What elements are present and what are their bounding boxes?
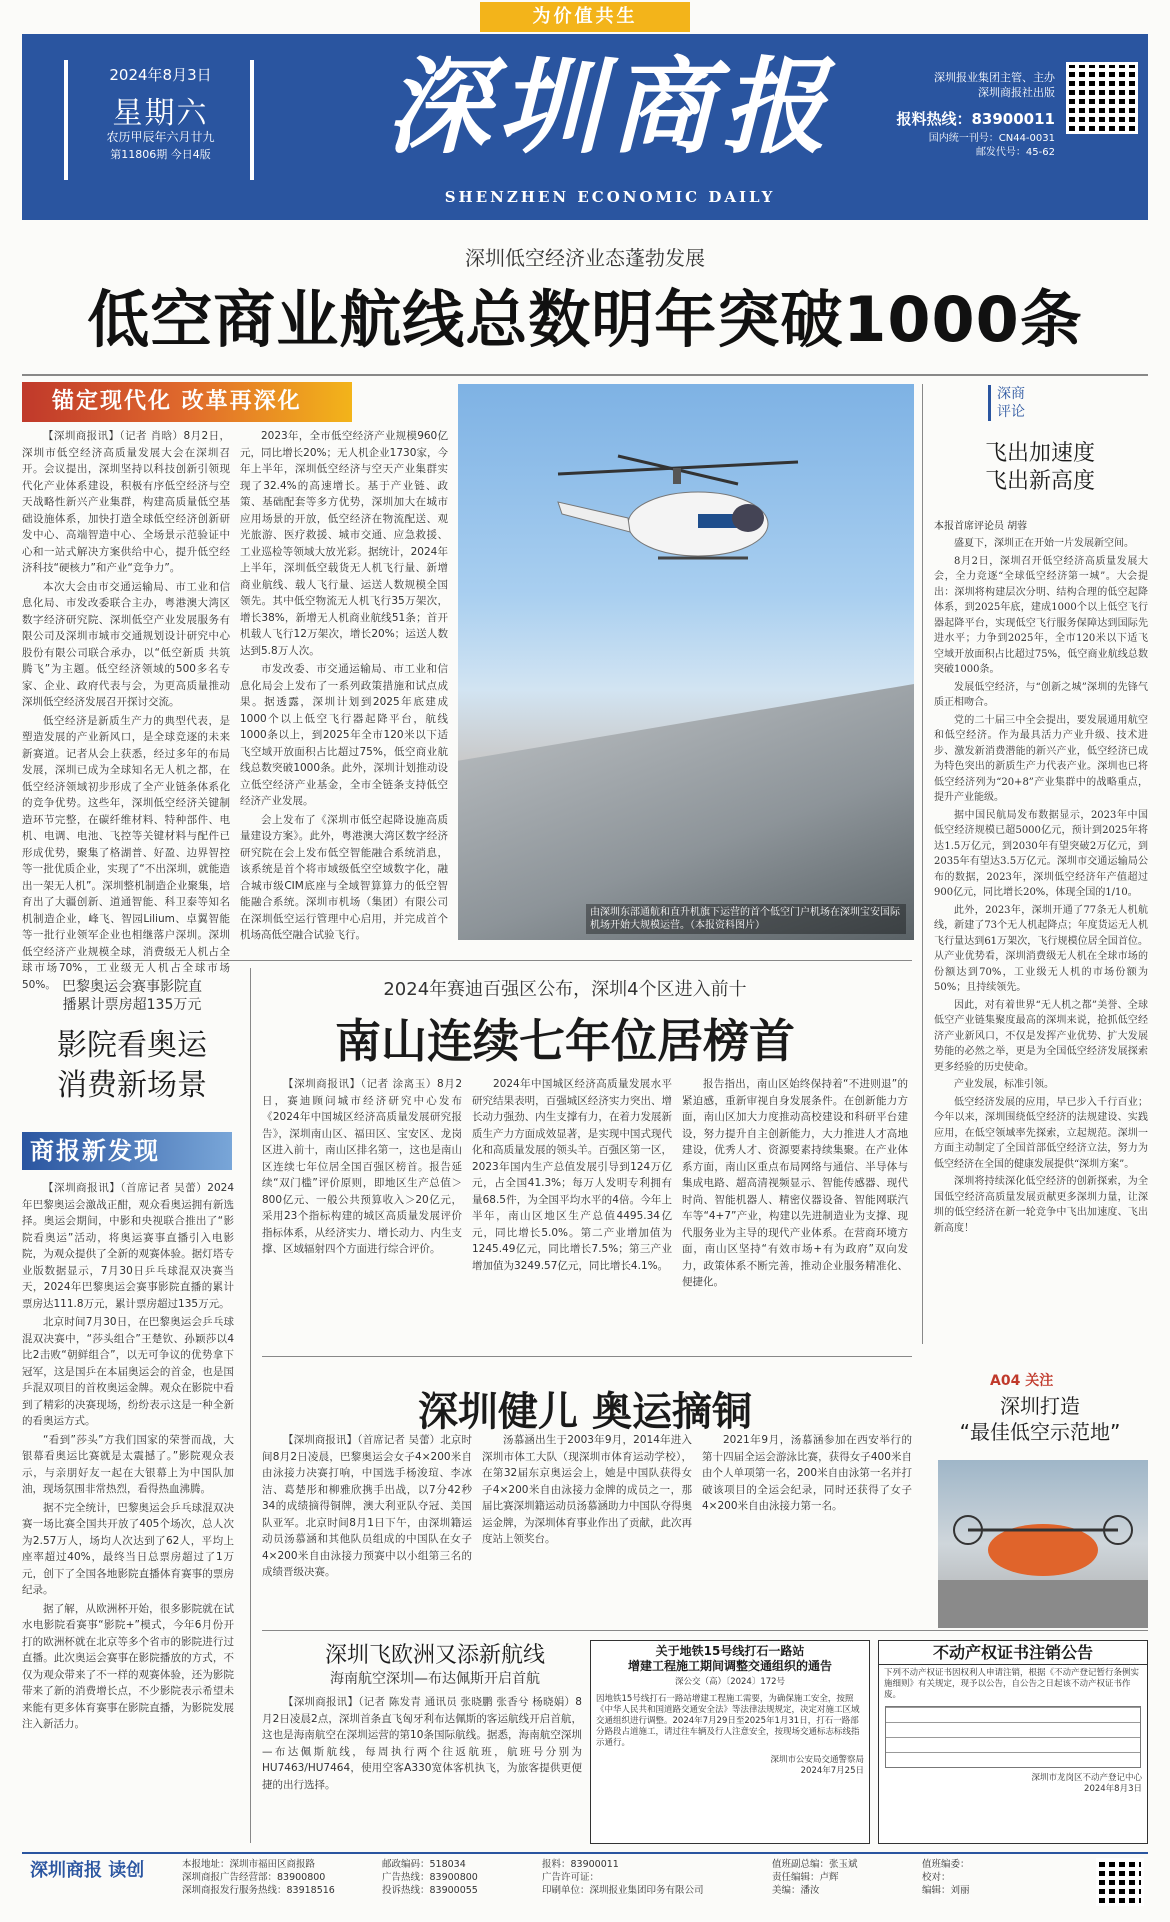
lunar-date: 农历甲辰年六月廿九 bbox=[106, 130, 215, 144]
lead-headline: 低空商业航线总数明年突破1000条 bbox=[87, 283, 1083, 356]
lead-kicker: 深圳低空经济业态蓬勃发展 bbox=[465, 246, 705, 270]
section2-kicker: 2024年赛迪百强区公布，深圳4个区进入前十 bbox=[383, 979, 747, 1000]
helicopter-photo bbox=[458, 384, 914, 940]
photo-caption: 由深圳东部通航和直升机旗下运营的首个低空门户机场在深圳宝安国际机场开始大规模运营。（本报资料图片） bbox=[586, 904, 906, 934]
footer-editors: 值班副总编：张玉斌 责任编辑：卢辉 美编：潘汝 bbox=[772, 1859, 858, 1896]
weekday: 星期六 bbox=[112, 96, 209, 131]
footer-address: 本报地址：深圳市福田区商报路 深圳商报广告经营部：83900800 深圳商报发行服务热线：83918516 bbox=[182, 1859, 335, 1896]
commentary-body: 盛夏下，深圳正在开始一片发展新空间。 8月2日，深圳召开低空经济高质量发展大会，全力竞逐“全球低空经济第一城”。大会提出：深圳将构建层次分明、结构合理的低空起降体系，到2025年底，建成1000个以上低空飞行器起降平台，实现低空飞行服务保障达到国际先进水平；力争到2025年，全市120米以下适飞空域开放面积占比超过75%，低空商业航线总数突破1000条。 发展低空经济，与“创新之城”深圳的先锋气质正相吻合。 党的二十届三中全会提出，要发展通用航空和低空经济。作为最具活力产业升级、技术进步、激发新消费潜能的新兴产业，低空经济已成为特色突出的新质生产力代表产业。深圳也已将低空经济列为“20+8”产业集群中的战略重点，提升产业能级。 据中国民航局发布数据显示，2023年中国低空经济规模已超5000亿元，预计到2025年将达1.5万亿元，到2030年有望突破2万亿元，到2035年有望达3.5万亿元。深圳市交通运输局公布的数据，2023年，深圳低空经济年产值超过900亿元，同比增长20%，体现全国的1/10。 此外，2023年，深圳开通了77条无人机航线，新建了73个无人机起降点；年度货运无人机飞行量达到61万架次，飞行规模位居全国首位。从产业优势看，深圳消费级无人机在全球市场的份额达到70%，工业级无人机的市场份额为50%；且持续领先。 因此，对有着世界“无人机之都”美誉、全球低空产业链集聚度最高的深圳来说，抢抓低空经济产业新风口，不仅是发挥产业优势、扩大发展势能的必然之举，更是为全国低空经济发展探索更多经验的历史使命。 产业发展，标准引领。 低空经济发展的应用，早已步入千行百业；今年以来，深圳围绕低空经济的法规建设、实践应用，在低空领域率先探索，立起规范。深圳一方面主动制定了全国首部低空经济立法，努力为低空经济在全国的健康发展提供“深圳方案”。 深圳将持续深化低空经济的创新探索，为全国低空经济高质量发展贡献更多深圳力量，让深圳的低空经济在新一轮竞争中飞出加速度、飞出新高度！ bbox=[934, 538, 1148, 1234]
section4-title: 深圳飞欧洲又添新航线 bbox=[324, 1643, 545, 1668]
notice-signature: 深圳市公安局交通警察局 2024年7月25日 bbox=[770, 1755, 864, 1776]
side-kicker: 巴黎奥运会赛事影院直 播累计票房超135万元 bbox=[62, 979, 202, 1013]
section2-title: 南山连续七年位居榜首 bbox=[335, 1014, 795, 1068]
hotline: 报料热线：83900011 bbox=[896, 110, 1055, 128]
terminal-building-shape bbox=[458, 684, 914, 940]
divider bbox=[250, 968, 251, 1843]
a04-title: 深圳打造 “最佳低空示范地” bbox=[959, 1394, 1121, 1444]
notice-signature: 深圳市龙岗区不动产登记中心 2024年8月3日 bbox=[1031, 1773, 1142, 1794]
notice-title: 关于地铁15号线打石一路站 增建工程施工期间调整交通组织的通告 bbox=[627, 1644, 832, 1673]
traffic-notice bbox=[590, 1640, 870, 1844]
section-banner: 锚定现代化 改革再深化 bbox=[22, 382, 352, 422]
notice-number: 深公交（高）〔2024〕172号 bbox=[674, 1677, 786, 1687]
section2-column-3: 报告指出，南山区始终保持着“不进则退”的紧迫感，重新审视自身发展条件。在创新能力方面，南山区加大力度推动高校建设和科研平台建设，努力提升自主创新能力，大力推进人才高地建设，优秀人才、资源要素持续集聚。在产业体系方面，南山区重点布局网络与通信、半导体与集成电路、超高清视频显示、智能传感器、现代时尚、智能机器人、精密仪器设备、智能网联汽车等“4+7”产业，构建以先进制造业为支撑、现代服务业为主导的现代产业体系。在营商环境方面，南山区坚持“有效市场+有为政府”双向发力，政策体系不断完善，推动企业服务精准化、便捷化。 bbox=[682, 1078, 908, 1288]
commentary-author: 本报首席评论员 胡蓉 bbox=[934, 521, 1028, 532]
publisher-info: 深圳报业集团主管、主办 深圳商报社出版 bbox=[934, 71, 1055, 99]
section2-column-1: 【深圳商报讯】（记者 涂离玉）8月2日，赛迪顾问城市经济研究中心发布《2024年中国城区经济高质量发展研究报告》，深圳南山区、福田区、宝安区、龙岗区进入前十，南山区排名第一，这也是南山区连续七年位居全国百强区榜首。报告延续“双门槛”评价原则，即地区生产总值＞800亿元、一般公共预算收入＞20亿元，采用23个指标构建的城区高质量发展评价指标体系，从经济实力、增长动力、内生支撑、区域辐射四个方面进行综合评价。 bbox=[262, 1078, 462, 1255]
section3-column-2: 汤慕涵出生于2003年9月，2014年进入深圳市体工大队（现深圳市体育运动学校），在第32届东京奥运会上，她是中国队获得女子4×200米自由泳接力金牌的成员之一，那届比赛深圳籍运动员汤慕涵助力中国队夺得奥运金牌，为深圳体育事业作出了贡献，此次再度站上领奖台。 bbox=[482, 1434, 692, 1545]
notice-title: 不动产权证书注销公告 bbox=[879, 1641, 1147, 1665]
footer-qr-code-icon bbox=[1096, 1858, 1144, 1906]
divider bbox=[262, 1356, 912, 1357]
section4-subtitle: 海南航空深圳—布达佩斯开启首航 bbox=[330, 1671, 540, 1687]
newspaper-english-title: SHENZHEN ECONOMIC DAILY bbox=[444, 188, 776, 206]
section2-column-2: 2024年中国城区经济高质量发展水平研究结果表明，百强城区经济实力突出、增长动力强劲、内生支撑有力，在着力发展新质生产力方面成效显著，是实现中国式现代化和高质量发展的领头羊。百强区第一区，2023年国内生产总值发展引导到124万亿元，占全国41.3%；每万人发明专利拥有量68.5件，为全国平均水平的4倍。今年上半年，南山区地区生产总值4495.34亿元，同比增长5.0%。第二产业增加值为1245.49亿元，同比增长7.5%；第三产业增加值为3249.57亿元，同比增长4.1%。 bbox=[472, 1078, 672, 1272]
newspaper-logo-title: 深圳商报 bbox=[385, 45, 834, 168]
section3-column-3: 2021年9月，汤慕涵参加在西安举行的第十四届全运会游泳比赛，获得女子400米自由个人单项第一名，200米自由泳第一名并打破该项目的全运会纪录，同时还获得了女子4×200米自由泳接力第一名。 bbox=[702, 1434, 912, 1512]
property-notice bbox=[878, 1640, 1148, 1844]
footer-print: 报料：83900011 广告许可证： 印刷单位：深圳报业集团印务有限公司 bbox=[542, 1859, 704, 1896]
footer-brand: 深圳商报 读创 bbox=[30, 1860, 145, 1881]
section4-body: 【深圳商报讯】（记者 陈发青 通讯员 张晓鹏 张香兮 杨晓娟）8月2日凌晨2点，深圳首条直飞匈牙利布达佩斯的客运航线开启首航，这也是海南航空在深圳运营的第10条国际航线。据悉，海南航空深圳—布达佩斯航线，每周执行两个往返航班，航班号分别为HU7463/HU7464，使用空客A330宽体客机执飞，为旅客提供更便捷的出行选择。 bbox=[262, 1696, 582, 1791]
divider bbox=[22, 374, 1148, 376]
lead-column-1: 【深圳商报讯】（记者 肖晗）8月2日，深圳市低空经济高质量发展大会在深圳召开。会议提出，深圳坚持以科技创新引领现代化产业体系建设，积极有序低空经济与空天战略性新兴产业集群，构建高质量低空基础设施体系，加快打造全球低空经济创新研发中心、高端智造中心、全场景示范验证中心和一站式解决方案供给中心，提升低空经济科技“硬核力”和产业“竞争力”。 本次大会由市交通运输局、市工业和信息化局、市发改委联合主办，粤港澳大湾区数字经济研究院、深圳低空产业发展服务有限公司及深圳市城市交通规划设计研究中心股份有限公司联合承办，以“低空新质 共筑腾飞”为主题。低空经济领域的500多名专家、企业、政府代表与会，为更高质量推动深圳低空经济发展召开探讨交流。 低空经济是新质生产力的典型代表，是塑造发展的产业新风口，是全球竞逐的未来新赛道。记者从会上获悉，经过多年的布局发展，深圳已成为全球知名无人机之都，在低空经济领域初步形成了全产业链条体系化的竞争优势。这些年，深圳低空经济关键制造环节完整，在碳纤维材料、特种部件、电机、电调、电池、飞控等关键材料与配件已形成优势，聚集了格湖普、好盈、边界智控等一批优质企业，实现了“不出深圳，就能造出一架无人机”。深圳整机制造企业聚集，培育出了大疆创新、道通智能、科卫泰等知名机制造企业，峰飞、智园Lilium、卓翼智能等一批行业领军企业也相继落户深圳。深圳低空经济产业规模全球，消费级无人机占全球市场70%，工业级无人机占全球市场50%。 bbox=[22, 430, 230, 991]
divider bbox=[922, 384, 923, 1344]
divider bbox=[262, 1630, 1148, 1631]
notice-table bbox=[885, 1706, 1141, 1768]
lead-column-2: 2023年，全市低空经济产业规模960亿元，同比增长20%；无人机企业1730家，今年上半年，深圳低空经济与空天产业集群实现了32.4%的高速增长。基于产业链、政策、基础配套等多方优势，深圳加大在城市应用场景的开放，低空经济在物流配送、观光旅游、医疗救援、城市交通、应急救援、工业巡检等领域大放光彩。据统计，2024年上半年，深圳低空载货无人机飞行量、新增商业航线、载人飞行量、运送人数规模全国领先。其中低空物流无人机飞行35万架次，增长38%，新增无人机商业航线51条；首开机载人飞行12万架次，增长20%；运送人数达到5.8万人次。 市发改委、市交通运输局、市工业和信息化局会上发布了一系列政策措施和试点成果。据透露，深圳计划到2025年底建成1000个以上低空飞行器起降平台，航线1000条以上，到2025年全市120米以下适飞空域开放面积占比超过75%，低空商业航线总数突破1000条。此外，深圳计划推动设立低空经济产业基金，全市全链条支持低空经济产业发展。 会上发布了《深圳市低空起降设施高质量建设方案》。此外，粤港澳大湾区数字经济研究院在会上发布低空智能融合系统消息，该系统是首个将市域级低空空域数字化，融合城市级CIM底座与全域智算算力的低空智能融合系统。深圳市机场（集团）有限公司在深圳低空运行管理中心启用，并完成首个机场高低空融合试验飞行。 bbox=[240, 430, 448, 941]
footer bbox=[22, 1852, 1148, 1910]
registration-codes: 国内统一刊号：CN44-0031 邮发代号：45-62 bbox=[928, 133, 1055, 158]
side-body: 【深圳商报讯】（首席记者 吴蕾）2024年巴黎奥运会激战正酣，观众看奥运拥有新选择。奥运会期间，中影和央视联合推出了“影院看奥运”活动，将奥运赛事直播引入电影院，为观众提供了全新的观赛体验。据灯塔专业版数据显示，7月30日乒乓球混双决赛当天，2024年巴黎奥运会赛事影院直播的累计票房达111.8万元，累计票房超过135万元。 北京时间7月30日，在巴黎奥运会乒乓球混双决赛中，“莎头组合”王楚钦、孙颖莎以4比2击败“朝鲜组合”，以无可争议的优势拿下冠军，这是国乒在本届奥运会的首金，也是国乒混双项目的首枚奥运金牌。观众在影院中看到了精彩的决赛现场，纷纷表示这是一种全新的看奥运方式。 “看到”莎头”方我们国家的荣誉而战，大银幕看奥运比赛就是太震撼了。”影院观众表示，与亲朋好友一起在大银幕上为中国队加油，现场氛围非常热烈，看得热血沸腾。 据不完全统计，巴黎奥运会乒乓球混双决赛一场比赛全国共开放了405个场次，总人次为2.57万人，场均人次达到了62人，平均上座率超过40%，最终当日总票房超过了1万元，创下了全国各地影院直播体育赛事的票房纪录。 据了解，从欧洲杯开始，很多影院就在试水电影院看赛事“影院+”模式，今年6月份开打的欧洲杯就在北京等多个省市的影院进行过直播。此次奥运会赛事在影院播放的方式，不仅为观众带来了不一样的观赛体验，还为影院带来了新的消费增长点，不少影院表示希望未来能有更多体育赛事在影院直播，为影院发展注入新活力。 bbox=[22, 1182, 234, 1730]
helicopter-icon bbox=[548, 454, 808, 594]
section3-title: 深圳健儿 奥运摘铜 bbox=[418, 1389, 752, 1435]
drone-photo bbox=[938, 1460, 1148, 1628]
issue-number: 第11806期 今日4版 bbox=[110, 148, 211, 161]
slogan-badge: 为价值共生 bbox=[480, 2, 690, 32]
qr-code-icon bbox=[1066, 62, 1138, 134]
notice-body: 因地铁15号线打石一路站增建工程施工需要，为确保施工安全，按照《中华人民共和国道路交通安全法》等法律法规规定，决定对施工区域交通组织进行调整。2024年7月29日至2025年1月31日，打石一路部分路段占道施工，请过往车辆及行人注意安全，按现场交通标志标线指示通行。 bbox=[596, 1694, 860, 1748]
footer-staff: 值班编委： 校对： 编辑：刘丽 bbox=[922, 1859, 970, 1896]
hotline-number: 83900011 bbox=[971, 110, 1055, 128]
notice-body: 下列不动产权证书因权利人申请注销，根据《不动产登记暂行条例实施细则》有关规定，现予以公告，自公告之日起该不动产权证书作废。 bbox=[884, 1668, 1140, 1700]
side-title: 影院看奥运 消费新场景 bbox=[57, 1028, 207, 1103]
divider bbox=[22, 960, 912, 961]
section3-column-1: 【深圳商报讯】（首席记者 吴蕾）北京时间8月2日凌晨，巴黎奥运会女子4×200米自由泳接力决赛打响，中国选手杨浚瑄、李冰洁、葛楚彤和柳雅欣携手出战，以7分42秒34的成绩摘得铜牌，澳大利亚队夺冠、美国队亚军。北京时间8月1日下午，由深圳籍运动员汤慕涵和其他队员组成的中国队在女子4×200米自由泳接力预赛中以小组第三名的成绩晋级决赛。 bbox=[262, 1434, 472, 1578]
a04-label: A04 关注 bbox=[990, 1373, 1054, 1389]
footer-contacts: 邮政编码：518034 广告热线：83900800 投诉热线：83900055 bbox=[382, 1859, 478, 1896]
commentary-label: 深商 评论 bbox=[988, 385, 1068, 421]
discover-banner: 商报新发现 bbox=[22, 1132, 232, 1170]
issue-date: 2024年8月3日 bbox=[109, 66, 212, 84]
commentary-title: 飞出加速度 飞出新高度 bbox=[984, 441, 1095, 494]
drone-icon bbox=[938, 1460, 1148, 1628]
